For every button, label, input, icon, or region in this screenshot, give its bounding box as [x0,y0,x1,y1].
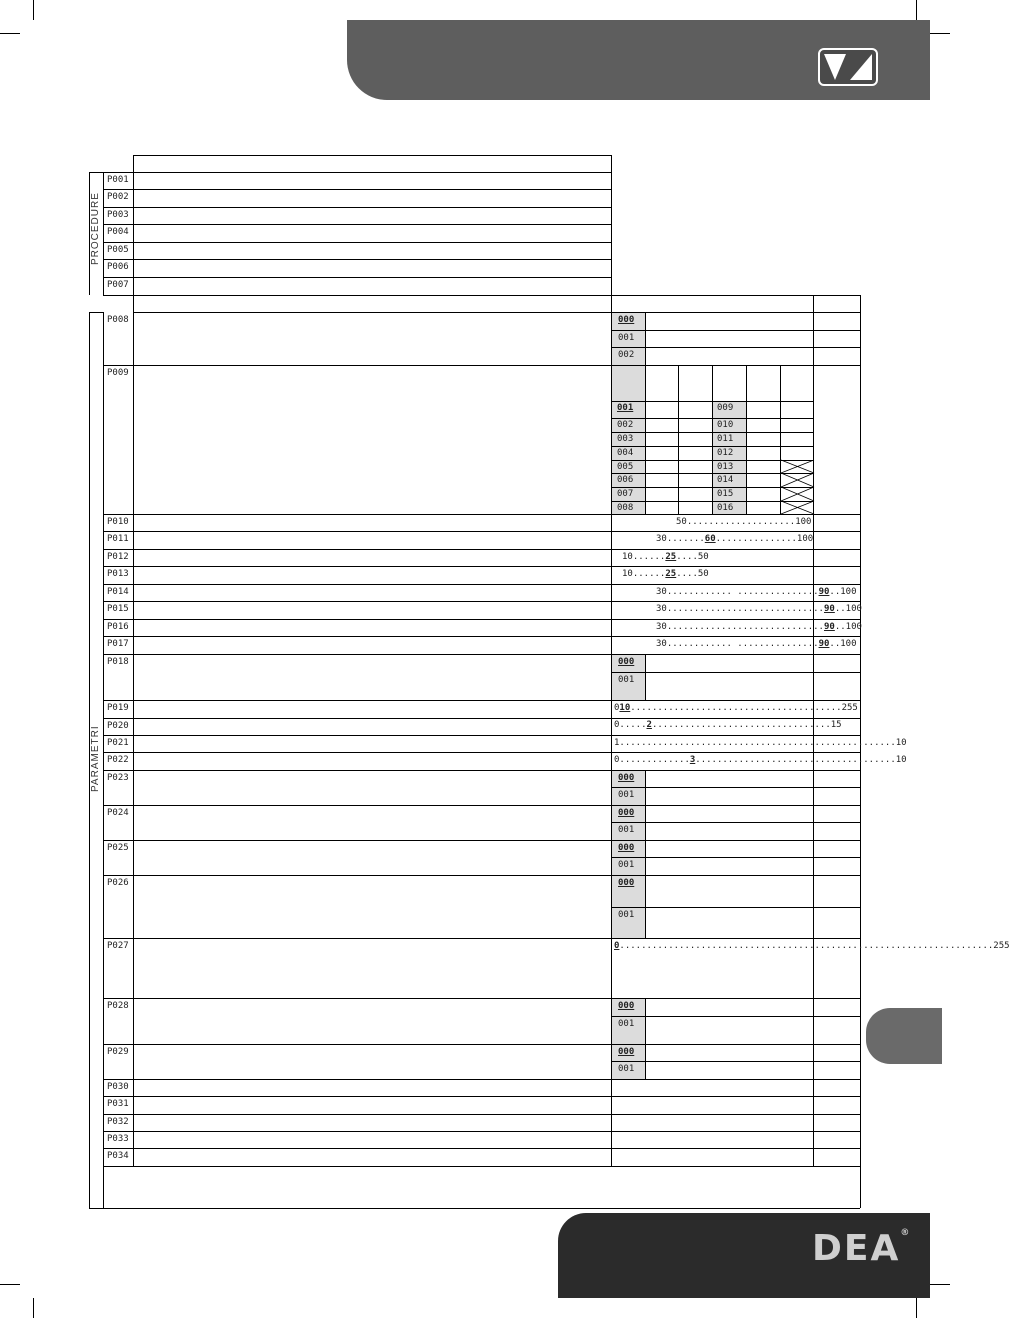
table-rule [103,172,104,295]
table-rule [133,601,134,619]
crossed-cell-icon [781,473,814,487]
table-rule [813,1131,814,1148]
range-default-value: 2 [646,720,652,730]
table-rule [133,155,611,156]
table-rule [611,514,612,531]
table-rule [89,172,103,173]
table-rule [103,1096,860,1097]
option-code: 001 [618,910,635,920]
option-code: 008 [617,503,634,513]
option-code: 004 [617,448,634,458]
procedure-code: P001 [107,175,129,185]
option-code: 001 [617,403,634,413]
table-rule [133,1079,134,1096]
procedure-code: P004 [107,227,129,237]
range-default-value: 25 [665,552,677,562]
crossed-cell-icon [781,501,814,514]
table-rule [611,1016,860,1017]
table-rule [645,330,646,347]
table-rule [645,787,646,805]
range-segment: 0 [614,703,620,713]
table-rule [813,1148,814,1166]
parameter-code: P010 [107,517,129,527]
crossed-cell-icon [781,487,814,501]
table-rule [103,207,611,208]
table-rule [133,531,134,549]
table-rule [103,259,611,260]
range-segment: 10...... [622,552,666,562]
table-rule [645,365,646,514]
option-code: 012 [717,448,734,458]
table-rule [611,1096,612,1114]
table-rule [133,938,134,998]
parameter-code: P011 [107,534,129,544]
table-rule [103,189,611,190]
range-text [656,622,862,633]
parameter-code: P028 [107,1001,129,1011]
table-rule [133,1114,134,1131]
parameter-code: P019 [107,703,129,713]
range-segment: 10...... [622,569,666,579]
table-rule [611,566,612,584]
table-rule [611,857,860,858]
parameter-code: P017 [107,639,129,649]
table-rule [611,330,860,331]
table-rule [103,312,104,1208]
table-rule [746,365,747,514]
range-text [622,552,709,563]
option-code: 014 [717,475,734,485]
parameter-code: P033 [107,1134,129,1144]
dea-logo [812,1228,911,1269]
table-rule [133,752,134,770]
range-segment: 0..... [614,720,647,730]
parameter-code: P023 [107,773,129,783]
table-rule [611,619,612,636]
table-rule [133,718,134,735]
range-default-value: 90 [818,639,830,649]
table-rule [645,998,646,1016]
crop-mark [916,0,917,20]
table-rule [611,1131,612,1148]
parameter-code: P008 [107,315,129,325]
table-rule [611,155,612,295]
table-rule [813,654,814,700]
table-rule [611,1148,612,1166]
table-rule [103,1044,860,1045]
table-rule [133,566,134,584]
table-rule [813,1096,814,1114]
crossed-cell-icon [781,460,814,473]
option-code: 002 [617,420,634,430]
table-rule [103,619,860,620]
range-text [656,604,862,615]
range-segment: ..100 [829,639,857,649]
table-rule [133,295,860,296]
table-rule [611,822,860,823]
option-code: 001 [618,333,635,343]
option-code: 001 [618,1064,635,1074]
table-rule [611,735,612,752]
table-rule [133,312,134,365]
table-rule [611,531,612,549]
crop-mark [33,0,34,20]
table-rule [103,277,611,278]
parameter-code: P013 [107,569,129,579]
table-rule [133,1148,134,1166]
table-rule [133,514,134,531]
table-rule [103,584,860,585]
parameter-code: P015 [107,604,129,614]
table-rule [133,619,134,636]
table-rule [813,549,814,566]
option-code: 001 [618,1019,635,1029]
parameter-code: P018 [107,657,129,667]
table-rule [645,857,646,875]
parameter-code: P016 [107,622,129,632]
table-rule [103,654,860,655]
table-rule [103,1079,860,1080]
table-rule [611,549,612,566]
table-rule [645,1016,646,1044]
option-code: 000 [618,315,635,325]
brand-registered-mark: ® [900,1228,912,1238]
table-rule [133,875,134,938]
table-rule [133,998,134,1044]
table-rule [133,735,134,752]
table-rule [611,1061,860,1062]
table-rule [133,1096,134,1114]
range-segment: 30............................. [656,622,824,632]
table-rule [133,172,134,295]
table-rule [103,1148,860,1149]
range-segment: ....50 [676,569,709,579]
table-rule [860,295,861,1208]
table-rule [103,566,860,567]
option-code: 007 [617,489,634,499]
table-rule [133,1044,134,1079]
range-default-value: 60 [704,534,716,544]
option-code: 000 [618,843,635,853]
table-rule [103,770,860,771]
table-rule [103,636,860,637]
range-text: 1...................................................10 [614,738,907,748]
range-segment: 30............................. [656,604,824,614]
parameter-code: P012 [107,552,129,562]
parameter-code: P027 [107,941,129,951]
table-rule [133,155,134,172]
table-rule [103,549,860,550]
range-segment: ....50 [676,552,709,562]
option-code: 013 [717,462,734,472]
table-rule [813,295,814,312]
table-rule [611,295,612,312]
option-code: 000 [618,773,635,783]
parameter-code: P030 [107,1082,129,1092]
option-code: 001 [618,675,635,685]
range-text: 50....................100 [676,517,812,527]
table-rule [103,700,860,701]
range-segment: .................................15 [651,720,842,730]
table-rule [103,172,611,173]
range-text [656,587,857,598]
option-code: 016 [717,503,734,513]
table-rule [611,787,860,788]
range-segment: 30............ ............... [656,639,819,649]
option-code: 002 [618,350,635,360]
parameter-code: P031 [107,1099,129,1109]
parameter-code: P009 [107,368,129,378]
table-rule [645,347,646,365]
table-rule [103,224,611,225]
table-rule [103,998,860,999]
table-rule [133,654,134,700]
table-rule [133,295,134,312]
parameter-code: P021 [107,738,129,748]
table-rule [133,805,134,840]
range-text [656,639,857,650]
table-rule [813,514,814,531]
table-rule [645,1044,646,1061]
range-default-value: 0 [614,941,620,951]
table-rule [103,840,860,841]
table-rule [133,1131,134,1148]
table-rule [645,875,646,907]
range-text [614,941,1010,952]
range-segment: 30....... [656,534,705,544]
range-segment: ...............100 [715,534,814,544]
table-rule [103,805,860,806]
table-rule [103,735,860,736]
table-rule [103,1166,860,1167]
table-rule [133,770,134,805]
option-code: 010 [717,420,734,430]
table-rule [103,531,860,532]
procedure-label: PROCEDURE [90,192,101,265]
parameter-code: P026 [107,878,129,888]
table-rule [611,700,612,718]
parameter-code: P022 [107,755,129,765]
option-code: 003 [617,434,634,444]
range-text [622,569,709,580]
option-code: 011 [717,434,734,444]
table-rule [611,938,612,998]
crop-mark [916,1298,917,1318]
default-option-cell [612,366,645,401]
crop-mark [33,1298,34,1318]
range-segment: .....................................................................255 [619,941,1010,951]
option-code: 000 [618,1001,635,1011]
option-code: 000 [618,657,635,667]
option-code: 015 [717,489,734,499]
table-rule [645,672,646,700]
range-text [614,720,842,731]
range-default-value: 25 [665,569,677,579]
option-code: 006 [617,475,634,485]
option-code: 001 [618,860,635,870]
table-rule [611,584,612,601]
table-rule [645,770,646,787]
parameter-code: P034 [107,1151,129,1161]
table-rule [611,752,612,770]
range-default-value: 90 [823,604,835,614]
range-segment: .....................................10 [695,755,907,765]
table-rule [133,636,134,654]
table-rule [133,700,134,718]
table-rule [611,907,860,908]
parametri-label: PARAMETRI [90,725,101,792]
table-rule [813,998,814,1044]
range-segment: ..100 [834,622,862,632]
table-rule [133,365,134,514]
table-rule [813,1114,814,1131]
parameter-code: P029 [107,1047,129,1057]
table-rule [813,566,814,584]
table-rule [611,1079,612,1096]
option-code: 001 [618,790,635,800]
brand-mark-icon [818,48,878,86]
table-rule [611,1114,612,1131]
parameter-code: P025 [107,843,129,853]
range-default-value: 90 [818,587,830,597]
procedure-code: P002 [107,192,129,202]
parameter-code: P032 [107,1117,129,1127]
option-code: 005 [617,462,634,472]
table-rule [133,584,134,601]
table-rule [645,1061,646,1079]
option-code: 009 [717,403,734,413]
procedure-code: P003 [107,210,129,220]
table-rule [133,549,134,566]
option-code: 000 [618,808,635,818]
range-text [656,534,813,545]
table-rule [103,601,860,602]
range-default-value: 3 [689,755,696,765]
parameter-code: P014 [107,587,129,597]
table-rule [813,312,814,365]
procedure-code: P007 [107,280,129,290]
brand-name: DEA [812,1228,901,1269]
page-tab [866,1008,942,1064]
table-rule [103,1114,860,1115]
range-segment: 30............ ............... [656,587,819,597]
procedure-code: P005 [107,245,129,255]
table-rule [133,840,134,875]
table-rule [611,636,612,654]
table-rule [103,718,860,719]
table-rule [103,938,860,939]
table-rule [611,601,612,619]
range-text [614,755,907,766]
table-rule [103,752,860,753]
range-segment: 0............. [614,755,690,765]
table-rule [611,718,612,735]
range-segment: ..100 [829,587,857,597]
table-rule [645,840,646,857]
table-rule [645,805,646,822]
parameter-code: P020 [107,721,129,731]
option-code: 001 [618,825,635,835]
option-code: 000 [618,1047,635,1057]
range-segment: ..100 [834,604,862,614]
procedure-code: P006 [107,262,129,272]
table-rule [103,1166,104,1208]
table-rule [678,365,679,514]
range-default-value: 10 [619,703,631,713]
table-rule [645,312,646,330]
table-rule [89,312,103,313]
crop-mark [0,1284,20,1285]
table-rule [103,875,860,876]
table-rule [611,514,813,515]
table-rule [103,1131,860,1132]
table-rule [611,672,860,673]
table-rule [645,654,646,672]
table-rule [103,242,611,243]
option-code: 000 [618,878,635,888]
table-rule [133,312,860,313]
range-text [614,703,858,714]
crop-mark [930,1284,950,1285]
range-segment: .......................................255 [630,703,858,713]
parameter-code: P024 [107,808,129,818]
table-rule [813,1079,814,1096]
table-rule [645,822,646,840]
table-rule [645,907,646,938]
range-default-value: 90 [823,622,835,632]
crop-mark [930,33,950,34]
table-rule [89,1208,860,1209]
table-rule [611,347,860,348]
crop-mark [0,33,20,34]
